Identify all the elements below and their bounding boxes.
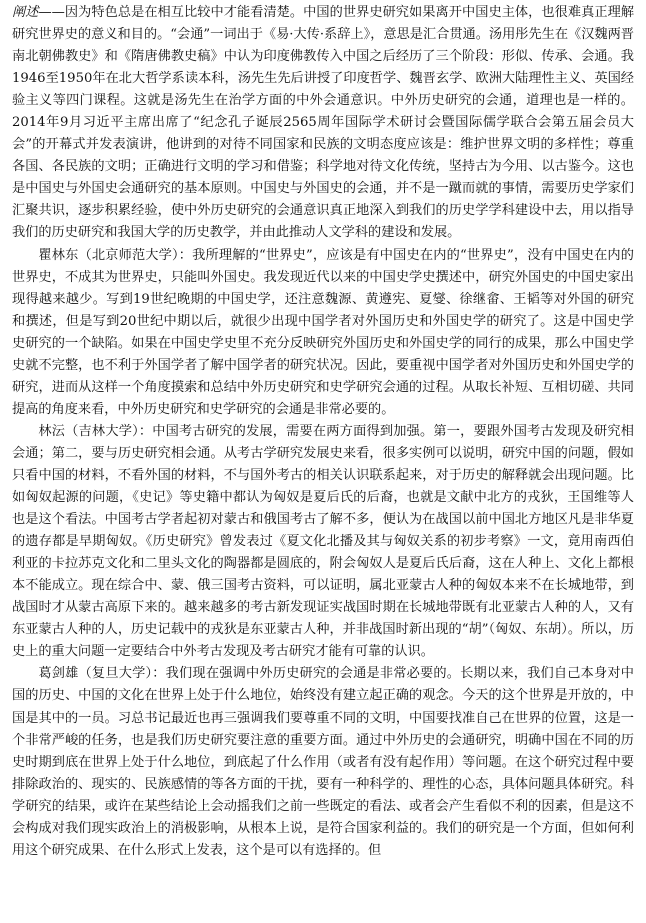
- paragraph-lead: 阐述——: [12, 5, 65, 20]
- paragraph-4: [12, 663, 634, 861]
- paragraph-text: 因为特色总是在相互比较中才能看清楚。中国的世界史研究如果离开中国史主体，也很难真正理解研究世界史的意义和目的。“会通”一词出于《易·大传·系辞上》，意思是汇合贯通。汤用彤先生在《汉魏两晋南北朝佛教史》和《隋唐佛教史稿》中认为印度佛教传入中国之后经历了三个阶段：形似、传承、会通。我1946至1950年在北大哲学系读本科，汤先生先后讲授了印度哲学、魏晋玄学、欧洲大陆理性主义、英国经验主义等四门课程。这就是汤先生在治学方面的中外会通意识。中外历史研究的会通，道理也是一样的。2014年9月习近平主席出席了“纪念孔子诞辰2565周年国际学术研讨会暨国际儒学联合会第五届会员大会”的开幕式并发表演讲，他讲到的对待不同国家和民族的文明态度应该是：维护世界文明的多样性；尊重各国、各民族的文明；正确进行文明的学习和借鉴；科学地对待文化传统，坚持古为今用、以古鉴今。这也是中国史与外国史会通研究的基本原则。中国史与外国史的会通，并不是一蹴而就的事情，需要历史学家们汇聚共识，逐步积累经验，使中外历史研究的会通意识真正地深入到我们的历史学学科建设中去，用以指导我们的历史研究和我国大学的历史教学，并由此推动人文学科的建设和发展。: [12, 5, 635, 241]
- paragraph-text: 瞿林东（北京师范大学）：我所理解的“世界史”，应该是有中国史在内的“世界史”，没有中国史在内的世界史，不成其为世界史，只能叫外国史。我发现近代以来的中国史学史撰述中，研究外国史的中国史家出现得越来越少。写到19世纪晚期的中国史学，还注意魏源、黄遵宪、夏燮、徐继畲、王韬等对外国的研究和撰述，但是写到20世纪中期以后，就很少出现中国学者对外国历史和外国史学的研究了。这是中国史学史研究的一个缺陷。如果在中国史学史里不充分反映研究外国历史和外国史学的同行的成果，那么中国史学史就不完整，也不利于外国学者了解中国学者的研究状况。因此，要重视中国学者对外国历史和外国史学的研究，进而从这样一个角度摸索和总结中外历史研究和史学研究会通的过程。从取长补短、互相切磋、共同提高的角度来看，中外历史研究和史学研究的会通是非常必要的。: [12, 247, 634, 417]
- paragraph-1: [12, 2, 634, 245]
- paragraph-2: [12, 245, 634, 421]
- paragraph-text: 林沄（吉林大学）：中国考古研究的发展，需要在两方面得到加强。第一，要跟外国考古发现及研究相会通；第二，要与历史研究相会通。从考古学研究发展史来看，很多实例可以说明，研究中国的问题，假如只看中国的材料，不看外国的材料，不与国外考古的相关认识联系起来，对于历史的解释就会出现问题。比如匈奴起源的问题，《史记》等史籍中都认为匈奴是夏后氏的后裔，也就是文献中北方的戎狄，王国维等人也是这个看法。中国考古学者起初对蒙古和俄国考古了解不多，便认为在战国以前中国北方地区凡是非华夏的遗存都是早期匈奴。《历史研究》曾发表过《夏文化北播及其与匈奴关系的初步考察》一文，竟用南西伯利亚的卡拉苏克文化和二里头文化的陶器都是圆底的，附会匈奴人是夏后氏后裔，这在人种上、文化上都根本不能成立。现在综合中、蒙、俄三国考古资料，可以证明，属北亚蒙古人种的匈奴本来不在长城地带，到战国时才从蒙古高原下来的。越来越多的考古新发现证实战国时期在长城地带既有北亚蒙古人种的人，又有东亚蒙古人种的人，历史记载中的戎狄是东亚蒙古人种，并非战国时新出现的“胡”（匈奴、东胡）。所以，历史上的重大问题一定要结合中外考古发现及考古研究才能有可靠的认识。: [12, 423, 634, 660]
- paragraph-text: 葛剑雄（复旦大学）：我们现在强调中外历史研究的会通是非常必要的。长期以来，我们自己本身对中国的历史、中国的文化在世界上处于什么地位，始终没有建立起正确的观念。今天的这个世界是开放的，中国是其中的一员。习总书记最近也再三强调我们要尊重不同的文明，中国要找准自己在世界的位置，这是一个非常严峻的任务，也是我们历史研究要注意的重要方面。通过中外历史的会通研究，明确中国在不同的历史时期到底在世界上处于什么地位，到底起了什么作用（或者有没有起作用）等问题。在这个研究过程中要排除政治的、现实的、民族感情的等各方面的干扰，要有一种科学的、理性的心态，具体问题具体研究。科学研究的结果，或许在某些结论上会动摇我们之前一些既定的看法、或者会产生看似不利的因素，但是这不会构成对我们现实政治上的消极影响，从根本上说，是符合国家利益的。我们的研究是一个方面，但如何利用这个研究成果、在什么形式上发表，这个是可以有选择的。但: [12, 666, 634, 858]
- paragraph-3: [12, 421, 634, 664]
